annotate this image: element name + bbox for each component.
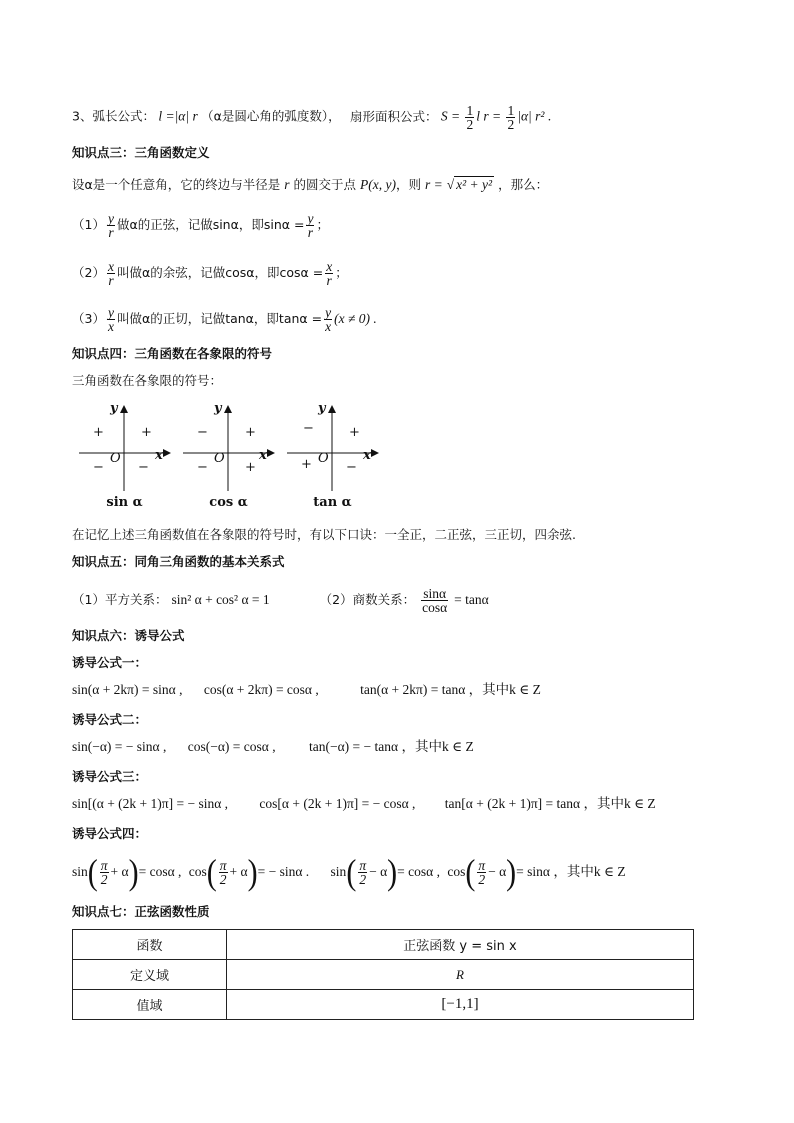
formula-tan: tan(−α) = − tanα ，其中k ∈ Z [308, 739, 474, 754]
quadrant-4-sign: + [245, 460, 256, 475]
frac-num: y [307, 211, 314, 226]
kp4-title: 知识点四：三角函数在各象限的符号 [72, 346, 273, 361]
paren-close: ) [128, 852, 139, 893]
frac-den: 2 [478, 872, 486, 888]
formula-cos: cos(−α) = cosα , [187, 739, 276, 754]
frac-den: x [325, 319, 332, 334]
y-axis-label: y [110, 401, 118, 416]
result-4: = sinα ，其中k ∈ Z [516, 864, 626, 879]
kp4-mnemonic: 在记忆上述三角函数值在各象限的符号时，有以下口诀：一全正，二正弦，三正切，四余弦. [72, 527, 576, 542]
frac-num: 1 [507, 103, 515, 118]
chart-caption: tan α [313, 495, 352, 510]
formula-sin: sin[(α + (2k + 1)π] = − sinα , [72, 796, 229, 811]
formula-sin: sin(α + 2kπ) = sinα , [72, 682, 183, 697]
ratio-fraction [107, 260, 115, 287]
quadrant-4-sign: − [138, 460, 149, 475]
kp3-title: 知识点三：三角函数定义 [72, 145, 210, 160]
fn-sin: sin [72, 864, 88, 879]
result-2: = − sinα . [257, 864, 310, 879]
ratio-fraction [324, 306, 332, 333]
x-axis-label: x [363, 448, 371, 463]
quadrant-2-sign: − [197, 425, 208, 440]
property-key: 函数 [73, 930, 227, 960]
sign-chart-cos [183, 403, 278, 513]
frac-num: x [326, 259, 333, 274]
arc-length-expr: l =|α| r [158, 108, 198, 124]
radius-symbol: r [284, 177, 290, 192]
frac-den: r [108, 273, 114, 288]
frac-num: x [107, 259, 114, 274]
formula-3-title: 诱导公式三： [72, 769, 148, 784]
sector-lhs: S = [440, 108, 461, 124]
item-end: ； [316, 217, 329, 232]
kp5-relations [72, 587, 489, 614]
x-axis-label: x [155, 448, 163, 463]
x-arrow [163, 449, 171, 457]
ratio-fraction [306, 212, 314, 239]
point-symbol: P(x, y) [359, 177, 396, 192]
x-arrow [267, 449, 275, 457]
frac-den: 2 [466, 117, 474, 132]
kp3-intro-a: 设α是一个任意角，它的终边与半径是 [72, 177, 281, 192]
sector-lr: l r = [476, 108, 502, 124]
y-axis-label: y [318, 401, 326, 416]
quadrant-1-sign: + [245, 425, 256, 440]
sector-label: 扇形面积公式： [349, 108, 438, 124]
half-fraction-2 [506, 104, 515, 131]
result-3: = cosα , [397, 864, 440, 879]
formula-cos: cos(α + 2kπ) = cosα , [203, 682, 319, 697]
arc-formula-line [72, 104, 551, 131]
frac-num: y [325, 305, 332, 320]
paren-close: ) [387, 852, 398, 893]
sign-chart-sin [79, 403, 174, 513]
frac-den: x [107, 319, 114, 334]
formula-1-line [72, 680, 541, 700]
sign-chart-tan [287, 403, 382, 513]
item-end: (x ≠ 0) . [334, 311, 377, 326]
formula-3-line [72, 794, 656, 814]
table-row [73, 930, 694, 960]
quadrant-2-sign: − [303, 421, 314, 436]
arc-prefix: 3、弧长公式： [72, 108, 155, 124]
frac-num: sinα [421, 587, 448, 601]
formula-2-title: 诱导公式二： [72, 712, 148, 727]
kp4-subtitle: 三角函数在各象限的符号： [72, 373, 223, 388]
property-key: 定义域 [73, 960, 227, 990]
kp3-intro-b: 的圆交于点 [293, 177, 356, 192]
kp6-title: 知识点六：诱导公式 [72, 628, 185, 643]
minus-alpha: − α [369, 864, 388, 879]
half-fraction-1 [465, 104, 474, 131]
property-value: [−1,1] [227, 990, 694, 1020]
frac-den: 2 [219, 872, 227, 888]
fn-cos: cos [447, 864, 466, 879]
frac-num: y [107, 305, 114, 320]
kp3-item-2 [72, 260, 348, 287]
quotient-rhs: = tanα [454, 592, 489, 607]
origin-label: O [110, 451, 121, 466]
item-text: 叫做α的余弦，记做cosα，即cosα = [116, 265, 324, 280]
table-row [73, 990, 694, 1020]
arc-note: （α是圆心角的弧度数）， [201, 108, 341, 124]
item-text: 叫做α的正切，记做tanα，即tanα = [116, 311, 323, 326]
fn-cos: cos [188, 864, 207, 879]
pi-over-2 [219, 859, 228, 886]
property-key: 值域 [73, 990, 227, 1020]
paren-open: ( [87, 852, 98, 893]
frac-num: π [478, 858, 486, 874]
sine-properties-table [72, 929, 694, 1020]
y-arrow [328, 405, 336, 413]
item-text: 做α的正弦，记做sinα，即sinα = [116, 217, 305, 232]
kp3-item-1 [72, 212, 329, 239]
frac-num: π [359, 858, 367, 874]
radicand: x² + y² [456, 177, 493, 192]
frac-den: r [108, 225, 114, 240]
origin-label: O [214, 451, 225, 466]
y-arrow [224, 405, 232, 413]
frac-num: 1 [466, 103, 474, 118]
formula-4-line [72, 852, 626, 892]
formula-cos: cos[α + (2k + 1)π] = − cosα , [259, 796, 416, 811]
x-axis-label: x [259, 448, 267, 463]
item-number: （1） [72, 217, 105, 232]
plus-alpha: + α [110, 864, 129, 879]
minus-alpha: − α [488, 864, 507, 879]
square-formula: sin² α + cos² α = 1 [171, 592, 270, 607]
quadrant-3-sign: + [301, 457, 312, 472]
ratio-fraction [325, 260, 333, 287]
item-number: （3） [72, 311, 105, 326]
arc-end: . [547, 108, 552, 124]
pi-over-2 [100, 859, 109, 886]
frac-num: π [100, 858, 108, 874]
kp5-title: 知识点五：同角三角函数的基本关系式 [72, 554, 285, 569]
paren-open: ( [346, 852, 357, 893]
frac-den: 2 [359, 872, 367, 888]
square-label: （1）平方关系： [72, 592, 168, 607]
frac-den: r [307, 225, 314, 240]
formula-1-title: 诱导公式一： [72, 655, 148, 670]
quadrant-1-sign: + [349, 425, 360, 440]
pi-over-2 [358, 859, 367, 886]
paren-close: ) [506, 852, 517, 893]
origin-label: O [318, 451, 329, 466]
paren-open: ( [465, 852, 476, 893]
kp3-item-3 [72, 306, 377, 333]
quadrant-3-sign: − [93, 460, 104, 475]
property-value: 正弦函数 y = sin x [227, 930, 694, 960]
quotient-label: （2）商数关系： [319, 592, 416, 607]
pi-over-2 [477, 859, 486, 886]
kp3-intro-c: ，则 [395, 177, 421, 192]
frac-num: y [107, 211, 114, 226]
result-1: = cosα , [138, 864, 182, 879]
formula-sin: sin(−α) = − sinα , [72, 739, 167, 754]
y-axis-label: y [214, 401, 222, 416]
property-value: R [227, 960, 694, 990]
table-row [73, 960, 694, 990]
quadrant-1-sign: + [141, 425, 152, 440]
paren-close: ) [247, 852, 258, 893]
frac-den: r [326, 273, 332, 288]
paren-open: ( [206, 852, 217, 893]
quadrant-4-sign: − [346, 460, 357, 475]
quadrant-3-sign: − [197, 460, 208, 475]
chart-caption: cos α [209, 495, 248, 510]
plus-alpha: + α [229, 864, 248, 879]
ratio-fraction [107, 306, 115, 333]
sector-r2: |α| r² [517, 108, 545, 124]
formula-4-title: 诱导公式四： [72, 826, 148, 841]
quotient-fraction [421, 587, 448, 614]
kp3-intro-d: ，那么： [498, 177, 549, 192]
frac-den: 2 [507, 117, 515, 132]
chart-caption: sin α [106, 495, 143, 510]
quadrant-2-sign: + [93, 425, 104, 440]
fn-sin: sin [330, 864, 347, 879]
frac-den: 2 [100, 872, 108, 888]
frac-den: cosα [422, 600, 448, 615]
r-equals: r = [424, 177, 443, 192]
kp3-intro [72, 175, 548, 195]
formula-tan: tan(α + 2kπ) = tanα ，其中k ∈ Z [360, 682, 541, 697]
x-arrow [371, 449, 379, 457]
item-end: ； [335, 265, 348, 280]
frac-num: π [219, 858, 227, 874]
formula-2-line [72, 737, 474, 757]
kp7-title: 知识点七：正弦函数性质 [72, 904, 210, 919]
item-number: （2） [72, 265, 105, 280]
y-arrow [120, 405, 128, 413]
formula-tan: tan[α + (2k + 1)π] = tanα ，其中k ∈ Z [444, 796, 656, 811]
ratio-fraction [107, 212, 115, 239]
sqrt-sign: √ [446, 177, 455, 192]
